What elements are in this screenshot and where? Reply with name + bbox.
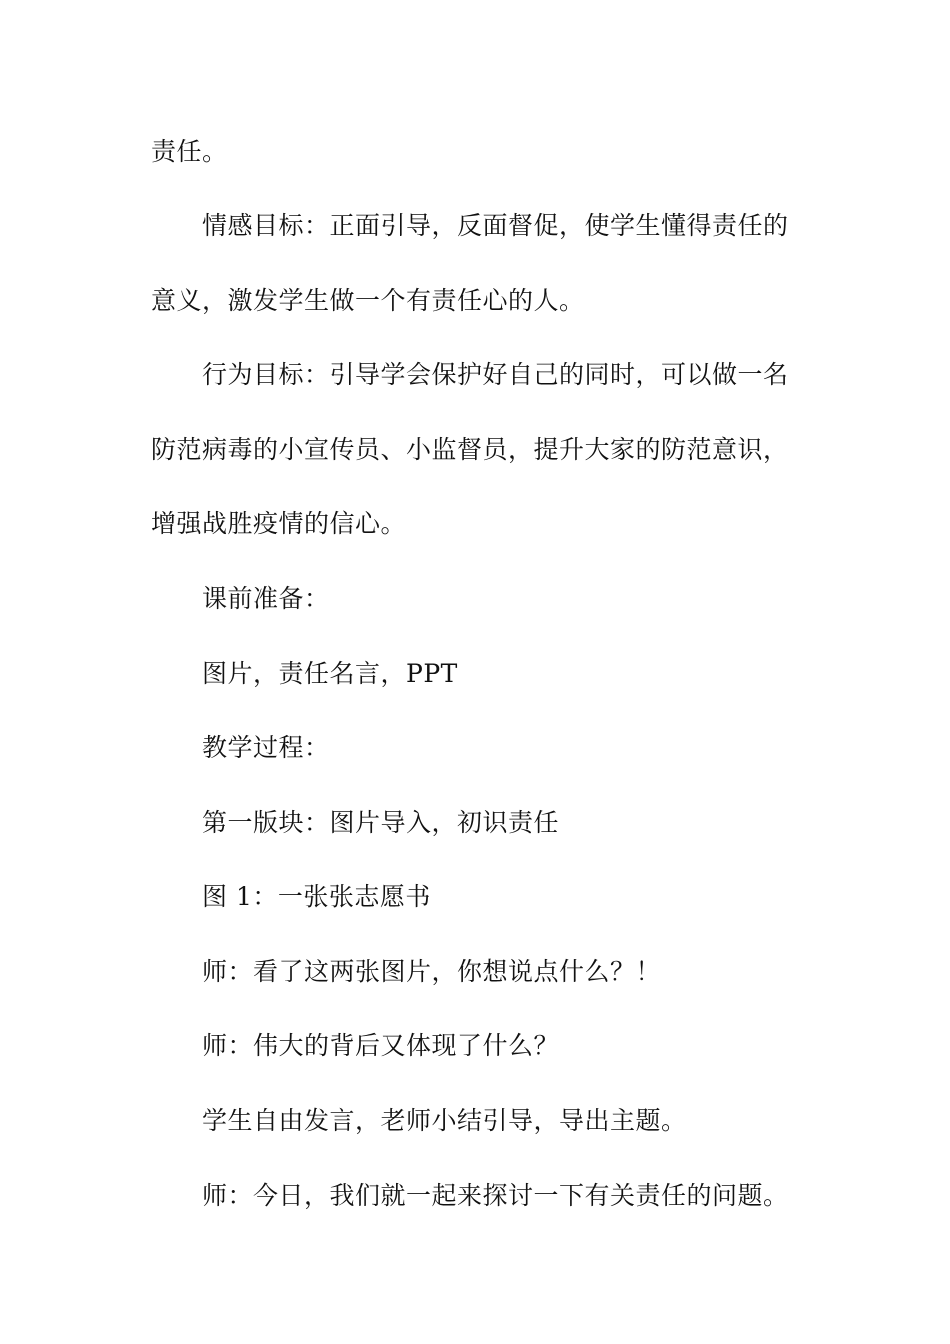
- heading-preparation: 课前准备：: [202, 584, 330, 613]
- paragraph-behavior-goal-cont: 防范病毒的小宣传员、小监督员，提升大家的防范意识，: [151, 435, 789, 464]
- paragraph-materials: 图片，责任名言，PPT: [202, 659, 458, 688]
- paragraph-emotional-goal-cont: 意义，激发学生做一个有责任心的人。: [151, 286, 585, 315]
- paragraph-teacher-question-2: 师：伟大的背后又体现了什么？: [202, 1031, 560, 1060]
- paragraph-teacher-intro: 师：今日，我们就一起来探讨一下有关责任的问题。: [202, 1181, 789, 1210]
- paragraph-behavior-goal: 行为目标：引导学会保护好自己的同时，可以做一名: [202, 360, 789, 389]
- paragraph-behavior-goal-end: 增强战胜疫情的信心。: [151, 509, 407, 538]
- paragraph-student-discussion: 学生自由发言，老师小结引导，导出主题。: [202, 1106, 687, 1135]
- paragraph-emotional-goal: 情感目标：正面引导，反面督促，使学生懂得责任的: [202, 211, 789, 240]
- paragraph-teacher-question-1: 师：看了这两张图片，你想说点什么？！: [202, 957, 662, 986]
- text-line-continuation: 责任。: [151, 137, 228, 166]
- heading-section-one: 第一版块：图片导入，初识责任: [202, 808, 560, 837]
- heading-teaching-process: 教学过程：: [202, 733, 330, 762]
- paragraph-figure-one: 图 1：一张张志愿书: [202, 882, 431, 911]
